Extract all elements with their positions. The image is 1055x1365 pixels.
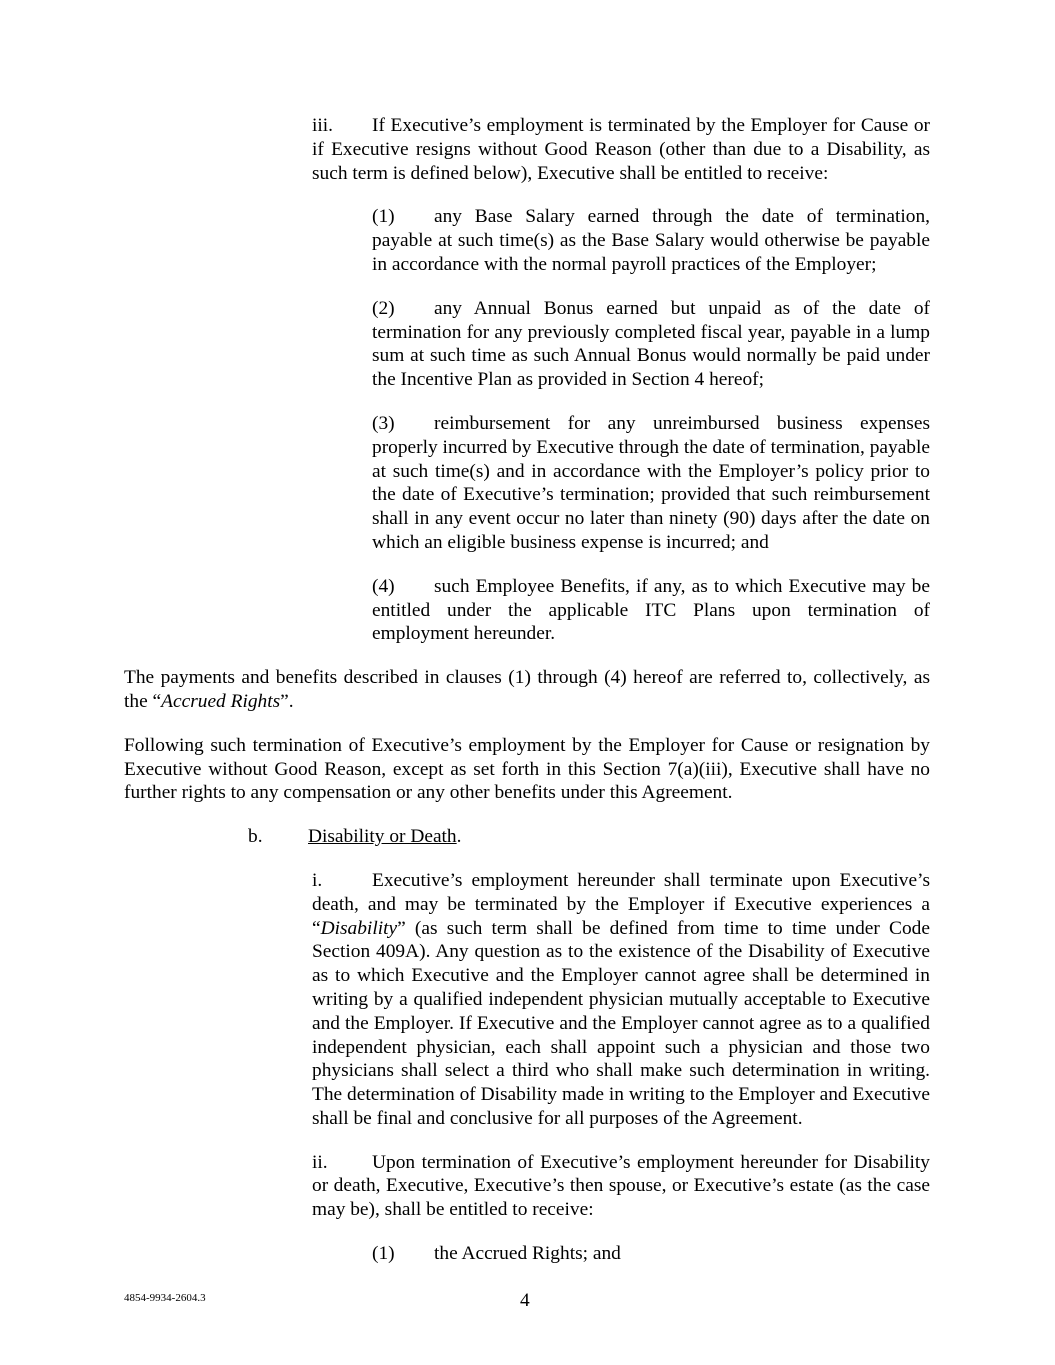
clause-number: (1) — [372, 1243, 395, 1265]
clause-text: such Employee Benefits, if any, as to which Executive may be entitled under the applicable ITC Plans upon termination of employment hereunder. — [372, 575, 930, 645]
section-iii-paragraph — [124, 114, 930, 185]
clause-item — [124, 1242, 930, 1266]
page-number: 4 — [520, 1290, 530, 1311]
section-b-number: b. — [248, 826, 263, 848]
accrued-rights-paragraph — [124, 666, 930, 714]
clause-number: (3) — [372, 412, 395, 434]
clause-number: (1) — [372, 206, 395, 228]
accrued-text-after: ”. — [280, 690, 294, 712]
section-i-number: i. — [312, 869, 323, 891]
section-i-text-after: ” (as such term shall be defined from time to time under Code Section 409A). Any question as to the existence of the Disability of Executive as to which Executive and the Employer cannot agree shall be determined in writing by a qualified independent physician mutually acceptable to Executive and the Employer. If Executive and the Employer cannot agree as to a qualified independent physician, each shall appoint such a physician and those two physicians shall select a third who shall make such determination in writing. The determination of Disability made in writing to the Employer and Executive shall be final and conclusive for all purposes of the Agreement. — [312, 917, 930, 1129]
section-i-text-before: Executive’s employment hereunder shall terminate upon Executive’s death, and may be terminated by the Employer if Executive experiences a “ — [312, 869, 930, 939]
clause-item — [124, 297, 930, 392]
clause-item — [124, 412, 930, 555]
clause-item — [124, 575, 930, 646]
clause-number: (4) — [372, 575, 395, 597]
section-b-title: Disability or Death — [308, 826, 457, 848]
section-iii-number: iii. — [312, 115, 334, 136]
section-ii-number: ii. — [312, 1151, 328, 1173]
clause-number: (2) — [372, 297, 395, 319]
section-iii-text: If Executive’s employment is terminated by the Employer for Cause or if Executive resigns without Good Reason (other than due to a Disability, as such term is defined below), Executive shall be entitled to receive: — [312, 115, 930, 184]
clause-text: any Annual Bonus earned but unpaid as of the date of termination for any previously completed fiscal year, payable in a lump sum at such time as such Annual Bonus would normally be paid under the Incentive Plan as provided in Section 4 hereof; — [372, 297, 930, 391]
accrued-text-before: The payments and benefits described in clauses (1) through (4) hereof are referred to, collectively, as the “ — [124, 667, 930, 712]
section-ii-paragraph — [124, 1151, 930, 1222]
section-b-period: . — [456, 826, 462, 848]
section-i-paragraph — [124, 869, 930, 1131]
clause-text: any Base Salary earned through the date of termination, payable at such time(s) as the Base Salary would otherwise be payable in accordance with the normal payroll practices of the Employer; — [372, 206, 930, 275]
document-id: 4854-9934-2604.3 — [124, 1292, 206, 1304]
document-body — [124, 114, 930, 1286]
clause-text: reimbursement for any unreimbursed business expenses properly incurred by Executive through the date of termination, payable at such time(s) and in accordance with the Employer’s policy prior to the date of Executive’s termination; provided that such reimbursement shall in any event occur no later than ninety (90) days after the date on which an eligible business expense is incurred; and — [372, 412, 930, 553]
section-ii-text: Upon termination of Executive’s employment hereunder for Disability or death, Executive, Executive’s then spouse, or Executive’s estate (as the case may be), shall be entitled to receive: — [312, 1151, 930, 1221]
clause-text: the Accrued Rights; and — [434, 1243, 621, 1265]
section-b-heading — [124, 825, 930, 849]
clause-item — [124, 205, 930, 276]
accrued-rights-term: Accrued Rights — [161, 690, 281, 712]
following-paragraph: Following such termination of Executive’s employment by the Employer for Cause or resignation by Executive without Good Reason, except as set forth in this Section 7(a)(iii), Executive shall have no further rights to any compensation or any other benefits under this Agreement. — [124, 734, 930, 804]
disability-term: Disability — [320, 917, 398, 939]
